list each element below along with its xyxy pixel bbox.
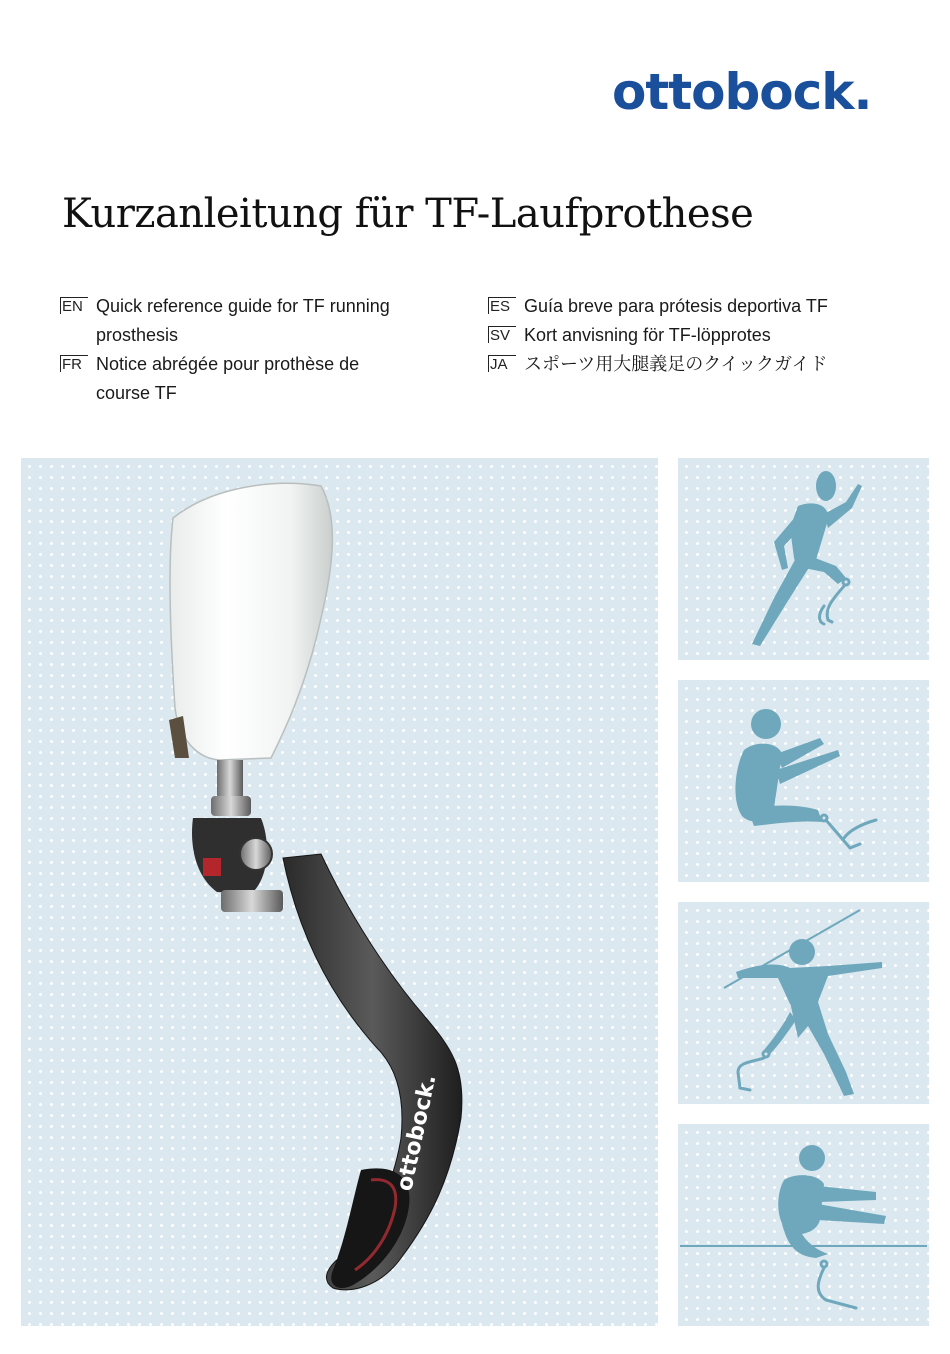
javelin-icon (678, 902, 929, 1104)
language-code: SV (488, 326, 516, 343)
ottobock-logo: ottobock. (612, 63, 872, 121)
language-list-left (60, 292, 460, 408)
language-entry-sv (488, 321, 888, 350)
language-entry-fr (60, 350, 460, 408)
hurdle-icon (678, 1124, 929, 1326)
hurdle-panel (678, 1124, 929, 1326)
language-entry-en (60, 292, 460, 350)
language-title: Notice abrégée pour prothèse de course TF (96, 354, 360, 403)
language-list-right (488, 292, 888, 379)
language-entry-ja (488, 350, 888, 379)
language-title: Guía breve para prótesis deportiva TF (524, 296, 828, 316)
javelin-panel (678, 902, 929, 1104)
language-title: Kort anvisning för TF-löpprotes (524, 325, 771, 345)
language-code: JA (488, 355, 516, 372)
language-entry-es (488, 292, 888, 321)
language-code: ES (488, 297, 516, 314)
language-title: スポーツ用大腿義足のクイックガイド (524, 354, 828, 374)
sprinter-icon (678, 458, 929, 660)
language-code: FR (60, 355, 88, 372)
language-title: Quick reference guide for TF running prosthesis (96, 296, 390, 345)
prosthesis-photo-panel (21, 458, 658, 1326)
foot-logo-text: ottobock. (392, 1072, 442, 1194)
long-jump-panel (678, 680, 929, 882)
sprinter-panel (678, 458, 929, 660)
page-title: Kurzanleitung für TF-Laufprothese (62, 191, 754, 237)
language-code: EN (60, 297, 88, 314)
prosthesis-photo (21, 458, 658, 1326)
long-jump-icon (678, 680, 929, 882)
